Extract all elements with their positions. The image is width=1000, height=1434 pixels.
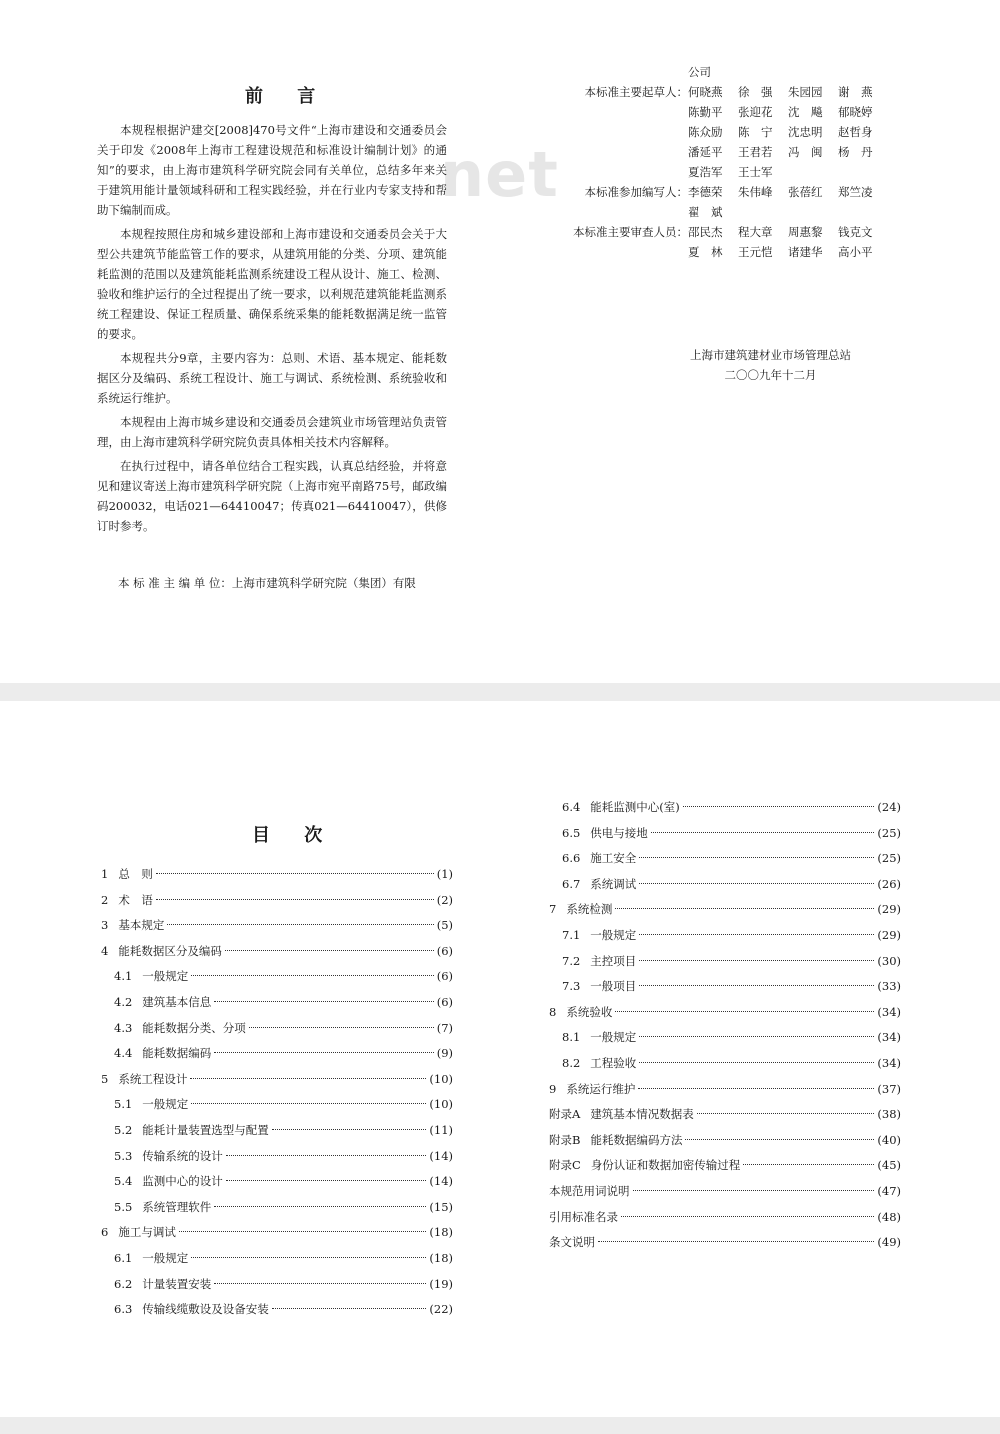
toc-entry-page: (5) [436, 918, 453, 933]
toc-entry-title: 能耗数据编码方法 [590, 1132, 683, 1147]
staff-name: 谢 燕 [838, 85, 873, 99]
staff-name: 翟 斌 [688, 205, 723, 219]
toc-entry-title: 建筑基本信息 [142, 994, 212, 1009]
staff-name: 朱伟峰 [738, 185, 773, 199]
toc-entry-page: (10) [429, 1071, 453, 1086]
toc-leader-dots [651, 832, 875, 833]
toc-entry-page: (25) [877, 851, 901, 866]
toc-entry-title: 计量装置安装 [142, 1276, 212, 1291]
toc-entry-number: 6.7 [562, 876, 581, 891]
toc-leader-dots [685, 1139, 874, 1140]
toc-entry-number: 6.1 [114, 1250, 133, 1265]
toc-entry[interactable] [101, 1246, 453, 1272]
toc-leader-dots [639, 934, 874, 935]
toc-leader-dots [190, 1078, 426, 1079]
toc-leader-dots [639, 985, 874, 986]
page-separator [0, 1417, 1000, 1434]
toc-entry-page: (2) [436, 892, 453, 907]
toc-entry-number: 1 [101, 867, 109, 881]
toc-entry-page: (9) [436, 1046, 453, 1061]
toc-entry-title: 条文说明 [549, 1235, 595, 1250]
toc-leader-dots [598, 1241, 874, 1242]
toc-entry-number: 5 [101, 1071, 109, 1086]
toc-entry[interactable] [549, 949, 901, 975]
toc-entry-title: 监测中心的设计 [142, 1174, 223, 1189]
toc-entry-page: (6) [436, 994, 453, 1009]
staff-list [568, 62, 898, 262]
toc-entry-number: 2 [101, 892, 109, 907]
staff-name: 李德荣 [688, 185, 723, 199]
toc-leader-dots [639, 857, 874, 858]
staff-name: 王君若 [738, 145, 773, 159]
staff-name: 潘延平 [688, 145, 723, 159]
toc-entry-title: 一般规定 [590, 927, 637, 942]
toc-entry[interactable] [101, 939, 453, 965]
toc-entry-title: 系统管理软件 [142, 1199, 212, 1214]
toc-entry[interactable] [549, 974, 901, 1000]
toc-entry[interactable] [101, 1144, 453, 1170]
toc-entry-number: 6 [101, 1225, 109, 1240]
toc-entry[interactable] [549, 1128, 901, 1154]
toc-entry[interactable] [549, 795, 901, 821]
toc-entry[interactable] [101, 1092, 453, 1118]
toc-right-column [549, 795, 901, 1256]
toc-entry-title: 能耗数据编码 [142, 1046, 212, 1061]
toc-entry-title: 供电与接地 [590, 825, 648, 840]
toc-entry[interactable] [549, 1102, 901, 1128]
toc-entry[interactable] [101, 1118, 453, 1144]
toc-entry-page: (30) [877, 953, 901, 968]
toc-entry-title: 能耗数据区分及编码 [118, 943, 222, 958]
toc-leader-dots [226, 1180, 427, 1181]
toc-leader-dots [226, 1155, 427, 1156]
toc-entry-title: 术 语 [118, 892, 153, 907]
toc-entry-title: 系统验收 [566, 1004, 613, 1019]
toc-entry-page: (6) [436, 969, 453, 984]
preface-paragraph: 在执行过程中，请各单位结合工程实践，认真总结经验，并将意见和建议寄送上海市建筑科学研究院（上海市宛平南路75号，邮政编码200032，电话021—64410047；传真021—64410047），供修订时参考。 [97, 459, 447, 533]
toc-leader-dots [639, 1062, 874, 1063]
preface-paragraph: 本规程由上海市城乡建设和交通委员会建筑业市场管理站负责管理，由上海市建筑科学研究院负责具体相关技术内容解释。 [97, 415, 447, 449]
toc-entry-number: 5.1 [114, 1097, 133, 1112]
toc-entry-page: (15) [429, 1199, 453, 1214]
toc-entry[interactable] [101, 1067, 453, 1093]
toc-entry-page: (26) [877, 876, 901, 891]
staff-name: 沈忠明 [788, 125, 823, 139]
toc-entry-number: 9 [549, 1081, 557, 1096]
toc-entry-page: (25) [877, 825, 901, 840]
toc-entry-page: (19) [429, 1276, 453, 1291]
preface-paragraph: 本规程按照住房和城乡建设部和上海市建设和交通委员会关于大型公共建筑节能监管工作的要求，从建筑用能的分类、分项、建筑能耗监测的范围以及建筑能耗监测系统建设工程从设计、施工、检测、验收和维护运行的全过程提出了统一要求，以利规范建筑能耗监测系统工程建设、保证工程质量、确保系统采集的能耗数据满足统一监管的要求。 [97, 227, 447, 341]
toc-entry[interactable] [549, 1205, 901, 1231]
staff-name: 周惠黎 [788, 225, 823, 239]
toc-leader-dots [214, 1283, 426, 1284]
toc-entry-page: (34) [877, 1030, 901, 1045]
toc-entry[interactable] [101, 1041, 453, 1067]
toc-leader-dots [633, 1190, 875, 1191]
toc-entry-title: 施工与调试 [118, 1225, 176, 1240]
staff-name: 徐 强 [738, 85, 773, 99]
toc-entry[interactable] [101, 1169, 453, 1195]
toc-entry-number: 4.4 [114, 1046, 133, 1061]
chief-unit-continued: 公司 [688, 65, 711, 79]
toc-entry-page: (1) [436, 867, 453, 881]
toc-entry-number: 3 [101, 918, 109, 933]
toc-entry-page: (33) [877, 979, 901, 994]
chief-editing-unit: 本 标 准 主 编 单 位：上海市建筑科学研究院（集团）有限 [118, 576, 416, 590]
toc-entry[interactable] [549, 1153, 901, 1179]
staff-name: 何晓燕 [688, 85, 723, 99]
toc-entry[interactable] [101, 862, 453, 888]
toc-leader-dots [272, 1129, 427, 1130]
toc-entry-title: 系统工程设计 [118, 1071, 188, 1086]
toc-entry-title: 系统调试 [590, 876, 637, 891]
toc-entry[interactable] [549, 1230, 901, 1256]
toc-entry-title: 传输系统的设计 [142, 1148, 223, 1163]
toc-entry[interactable] [101, 1016, 453, 1042]
toc-leader-dots [191, 1103, 426, 1104]
toc-leader-dots [179, 1231, 427, 1232]
toc-entry-number: 附录A [549, 1107, 581, 1122]
toc-entry-page: (10) [429, 1097, 453, 1112]
toc-entry-number: 附录C [549, 1158, 581, 1173]
toc-entry[interactable] [101, 1220, 453, 1246]
toc-leader-dots [272, 1308, 427, 1309]
toc-entry-title: 一般项目 [590, 979, 637, 994]
toc-left-column [101, 862, 453, 1323]
toc-entry-number: 5.5 [114, 1199, 133, 1214]
toc-entry-number: 4.1 [114, 969, 133, 984]
toc-entry[interactable] [101, 1272, 453, 1298]
participants-row [568, 202, 898, 222]
publisher-block [690, 345, 851, 385]
toc-leader-dots [167, 924, 433, 925]
toc-entry-number: 4.2 [114, 994, 133, 1009]
staff-name: 陈众励 [688, 125, 723, 139]
preface-paragraph: 本规程共分9章，主要内容为：总则、术语、基本规定、能耗数据区分及编码、系统工程设计、施工与调试、系统检测、系统验收和系统运行维护。 [97, 351, 447, 405]
toc-entry[interactable] [549, 923, 901, 949]
toc-entry-number: 6.2 [114, 1276, 133, 1291]
toc-entry-number: 7 [549, 902, 557, 917]
staff-name: 冯 闽 [788, 145, 823, 159]
toc-leader-dots [639, 960, 874, 961]
staff-name: 钱克文 [838, 225, 873, 239]
staff-name: 张蓓红 [788, 185, 823, 199]
toc-entry-page: (34) [877, 1004, 901, 1019]
toc-entry-title: 系统检测 [566, 902, 613, 917]
staff-name: 张迎花 [738, 105, 773, 119]
toc-entry[interactable] [549, 821, 901, 847]
toc-entry-title: 能耗数据分类、分项 [142, 1020, 246, 1035]
reviewers-label: 本标准主要审查人员： [573, 225, 688, 239]
staff-name: 邵民杰 [688, 225, 723, 239]
toc-entry-page: (38) [877, 1107, 901, 1122]
toc-entry[interactable] [549, 897, 901, 923]
watermark: net [440, 138, 559, 211]
toc-entry-title: 身份认证和数据加密传输过程 [590, 1158, 741, 1173]
toc-entry-number: 5.3 [114, 1148, 133, 1163]
drafters-row [568, 142, 898, 162]
toc-entry-page: (47) [877, 1183, 901, 1198]
toc-leader-dots [615, 1011, 874, 1012]
toc-entry-title: 一般规定 [142, 969, 189, 984]
toc-entry-number: 5.4 [114, 1174, 133, 1189]
toc-entry-number: 6.5 [562, 825, 581, 840]
toc-entry-page: (18) [429, 1225, 453, 1240]
toc-entry-number: 6.6 [562, 851, 581, 866]
toc-leader-dots [683, 806, 875, 807]
toc-entry-title: 传输线缆敷设及设备安装 [142, 1302, 269, 1317]
toc-entry-page: (37) [877, 1081, 901, 1096]
toc-entry-number: 6.4 [562, 800, 581, 814]
toc-entry-title: 建筑基本情况数据表 [590, 1107, 694, 1122]
toc-leader-dots [639, 883, 874, 884]
toc-entry-page: (48) [877, 1209, 901, 1224]
toc-entry-title: 引用标准名录 [549, 1209, 618, 1224]
toc-entry-page: (7) [436, 1020, 453, 1035]
publisher-name: 上海市建筑建材业市场管理总站 [690, 348, 851, 362]
toc-title: 目 次 [252, 825, 337, 846]
toc-entry[interactable] [549, 1051, 901, 1077]
toc-entry-number: 7.1 [562, 927, 581, 942]
staff-name: 程大章 [738, 225, 773, 239]
toc-entry-number: 8 [549, 1004, 557, 1019]
toc-entry-number: 5.2 [114, 1122, 133, 1137]
toc-leader-dots [249, 1027, 434, 1028]
toc-entry[interactable] [101, 1195, 453, 1221]
toc-entry-page: (40) [877, 1132, 901, 1147]
reviewers-row [568, 242, 898, 262]
toc-entry[interactable] [101, 1297, 453, 1323]
staff-name: 郑竺凌 [838, 185, 873, 199]
participants-label: 本标准参加编写人： [584, 185, 688, 199]
toc-entry-page: (45) [877, 1158, 901, 1173]
staff-name: 沈 飚 [788, 105, 823, 119]
staff-name: 夏 林 [688, 245, 723, 259]
toc-entry-number: 4 [101, 943, 109, 958]
toc-entry-number: 4.3 [114, 1020, 133, 1035]
toc-entry[interactable] [101, 990, 453, 1016]
toc-leader-dots [156, 899, 434, 900]
staff-name: 王士军 [738, 165, 773, 179]
toc-leader-dots [621, 1216, 874, 1217]
drafters-row [568, 82, 898, 102]
toc-entry-page: (6) [436, 943, 453, 958]
toc-leader-dots [156, 873, 434, 874]
toc-entry-page: (18) [429, 1250, 453, 1265]
toc-leader-dots [639, 1036, 874, 1037]
toc-leader-dots [214, 1001, 433, 1002]
participants-row [568, 182, 898, 202]
staff-name: 高小平 [838, 245, 873, 259]
publish-date: 二〇〇九年十二月 [724, 368, 817, 382]
toc-entry-title: 系统运行维护 [566, 1081, 636, 1096]
drafters-label: 本标准主要起草人： [584, 85, 688, 99]
toc-entry-title: 主控项目 [590, 953, 637, 968]
toc-entry[interactable] [549, 1025, 901, 1051]
staff-name: 朱园园 [788, 85, 823, 99]
toc-entry-number: 7.2 [562, 953, 581, 968]
toc-entry-page: (34) [877, 1055, 901, 1070]
staff-name: 夏浩军 [688, 165, 723, 179]
toc-entry[interactable] [549, 872, 901, 898]
toc-entry-number: 6.3 [114, 1302, 133, 1317]
toc-entry-page: (24) [877, 800, 901, 814]
toc-entry-page: (14) [429, 1174, 453, 1189]
staff-name: 陈勤平 [688, 105, 723, 119]
toc-entry-title: 总 则 [118, 867, 153, 881]
toc-leader-dots [615, 908, 874, 909]
toc-leader-dots [225, 950, 434, 951]
toc-entry-title: 工程验收 [590, 1055, 637, 1070]
staff-name: 陈 宁 [738, 125, 773, 139]
toc-entry-title: 能耗监测中心(室) [590, 800, 680, 814]
toc-entry-title: 施工安全 [590, 851, 637, 866]
drafters-row [568, 162, 898, 182]
toc-entry[interactable] [101, 913, 453, 939]
toc-leader-dots [743, 1164, 874, 1165]
toc-entry-title: 能耗计量装置选型与配置 [142, 1122, 269, 1137]
toc-leader-dots [214, 1052, 433, 1053]
reviewers-row [568, 222, 898, 242]
staff-name: 王元恺 [738, 245, 773, 259]
toc-entry-title: 本规范用词说明 [549, 1183, 630, 1198]
toc-entry-number: 7.3 [562, 979, 581, 994]
drafters-row [568, 102, 898, 122]
toc-leader-dots [191, 975, 433, 976]
toc-entry-title: 基本规定 [118, 918, 165, 933]
toc-entry-title: 一般规定 [142, 1250, 189, 1265]
toc-leader-dots [191, 1257, 426, 1258]
toc-entry-page: (49) [877, 1235, 901, 1250]
toc-entry-number: 附录B [549, 1132, 581, 1147]
staff-name: 郁晓婷 [838, 105, 873, 119]
toc-leader-dots [697, 1113, 875, 1114]
preface-title: 前 言 [245, 86, 330, 107]
preface-page [0, 0, 1000, 683]
toc-entry[interactable] [549, 1000, 901, 1026]
toc-entry-page: (29) [877, 902, 901, 917]
preface-paragraph: 本规程根据沪建交[2008]470号文件“上海市建设和交通委员会关于印发《2008年上海市工程建设规范和标准设计编制计划》的通知”的要求，由上海市建筑科学研究院会同有关单位，总结多年来关于建筑用能计量领域科研和工程实践经验，并在行业内专家支持和帮助下编制而成。 [97, 123, 447, 217]
toc-entry[interactable] [549, 846, 901, 872]
toc-entry-page: (14) [429, 1148, 453, 1163]
staff-name: 赵哲身 [838, 125, 873, 139]
toc-leader-dots [214, 1206, 426, 1207]
toc-entry-page: (11) [429, 1122, 453, 1137]
toc-leader-dots [638, 1088, 874, 1089]
toc-entry[interactable] [549, 1179, 901, 1205]
toc-entry-title: 一般规定 [142, 1097, 189, 1112]
toc-entry-page: (29) [877, 927, 901, 942]
toc-entry[interactable] [101, 964, 453, 990]
page-separator [0, 683, 1000, 701]
toc-entry-title: 一般规定 [590, 1030, 637, 1045]
toc-entry-number: 8.1 [562, 1030, 581, 1045]
drafters-row [568, 122, 898, 142]
toc-entry[interactable] [101, 888, 453, 914]
staff-name: 诸建华 [788, 245, 823, 259]
preface-body [97, 120, 447, 540]
staff-name: 杨 丹 [838, 145, 873, 159]
toc-entry-page: (22) [429, 1302, 453, 1317]
toc-entry-number: 8.2 [562, 1055, 581, 1070]
toc-entry[interactable] [549, 1077, 901, 1103]
